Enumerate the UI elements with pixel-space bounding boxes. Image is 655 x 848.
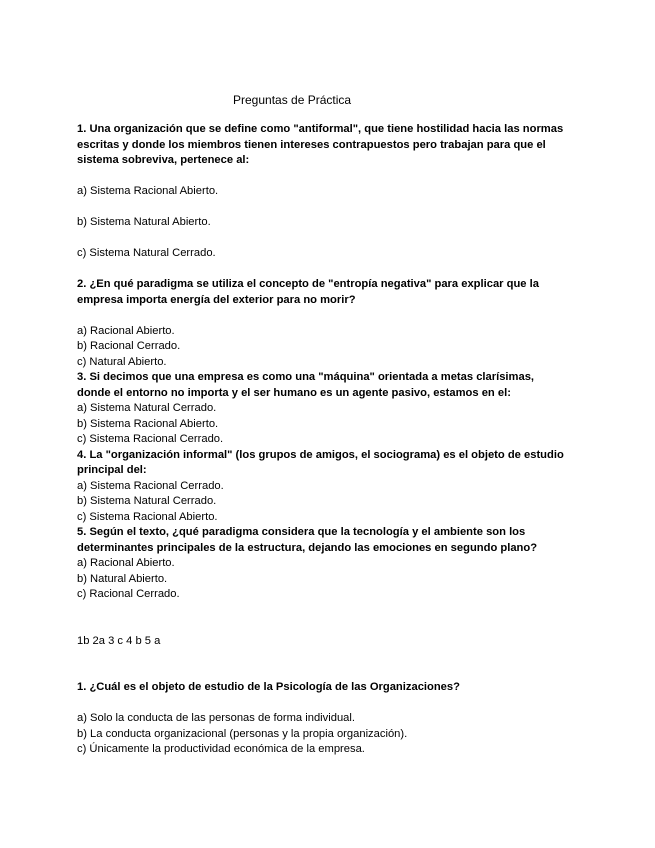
question-2-option-b: b) Racional Cerrado. bbox=[77, 340, 181, 352]
answer-key: 1b 2a 3 c 4 b 5 a bbox=[77, 634, 161, 647]
question-4-option-b: b) Sistema Natural Cerrado. bbox=[77, 495, 217, 507]
question-1-option-a: a) Sistema Racional Abierto. bbox=[77, 185, 219, 197]
question-5: 5. Según el texto, ¿qué paradigma considera que la tecnología y el ambiente son los determinantes principales de la estructura, dejando las emociones en segundo plano? bbox=[77, 526, 538, 554]
question-4-option-c: c) Sistema Racional Abierto. bbox=[77, 510, 218, 523]
question-6-option-c: c) Únicamente la productividad económica de la empresa. bbox=[77, 743, 365, 755]
question-3-option-a: a) Sistema Natural Cerrado. bbox=[77, 402, 217, 414]
question-3-option-b: b) Sistema Racional Abierto. bbox=[77, 417, 219, 430]
question-4: 4. La "organización informal" (los grupos de amigos, el sociograma) es el objeto de estudio principal del: bbox=[77, 448, 564, 476]
question-4-option-a: a) Sistema Racional Cerrado. bbox=[77, 479, 224, 492]
document-content bbox=[77, 122, 567, 758]
question-1-option-c: c) Sistema Natural Cerrado. bbox=[77, 247, 216, 259]
question-3: 3. Si decimos que una empresa es como una "máquina" orientada a metas clarísimas, donde el entorno no importa y el ser humano es un agente pasivo, estamos en el: bbox=[77, 371, 535, 399]
question-1: 1. Una organización que se define como "antiformal", que tiene hostilidad hacia las normas escritas y donde los miembros tienen intereses contrapuestos pero trabajan para que el sistema sobreviva, pertenece al: bbox=[77, 123, 564, 166]
question-2-option-c: c) Natural Abierto. bbox=[77, 355, 167, 368]
question-2-option-a: a) Racional Abierto. bbox=[77, 324, 175, 337]
question-5-option-a: a) Racional Abierto. bbox=[77, 557, 175, 569]
question-5-option-c: c) Racional Cerrado. bbox=[77, 588, 180, 600]
question-5-option-b: b) Natural Abierto. bbox=[77, 572, 168, 585]
question-6: 1. ¿Cuál es el objeto de estudio de la Psicología de las Organizaciones? bbox=[77, 681, 460, 693]
question-6-option-a: a) Solo la conducta de las personas de forma individual. bbox=[77, 712, 355, 724]
question-1-option-b: b) Sistema Natural Abierto. bbox=[77, 216, 211, 228]
question-6-option-b: b) La conducta organizacional (personas y la propia organización). bbox=[77, 727, 408, 740]
question-3-option-c: c) Sistema Racional Cerrado. bbox=[77, 433, 224, 445]
page-title: Preguntas de Práctica bbox=[233, 93, 352, 107]
question-2: 2. ¿En qué paradigma se utiliza el concepto de "entropía negativa" para explicar que la empresa importa energía del exterior para no morir? bbox=[77, 278, 539, 306]
